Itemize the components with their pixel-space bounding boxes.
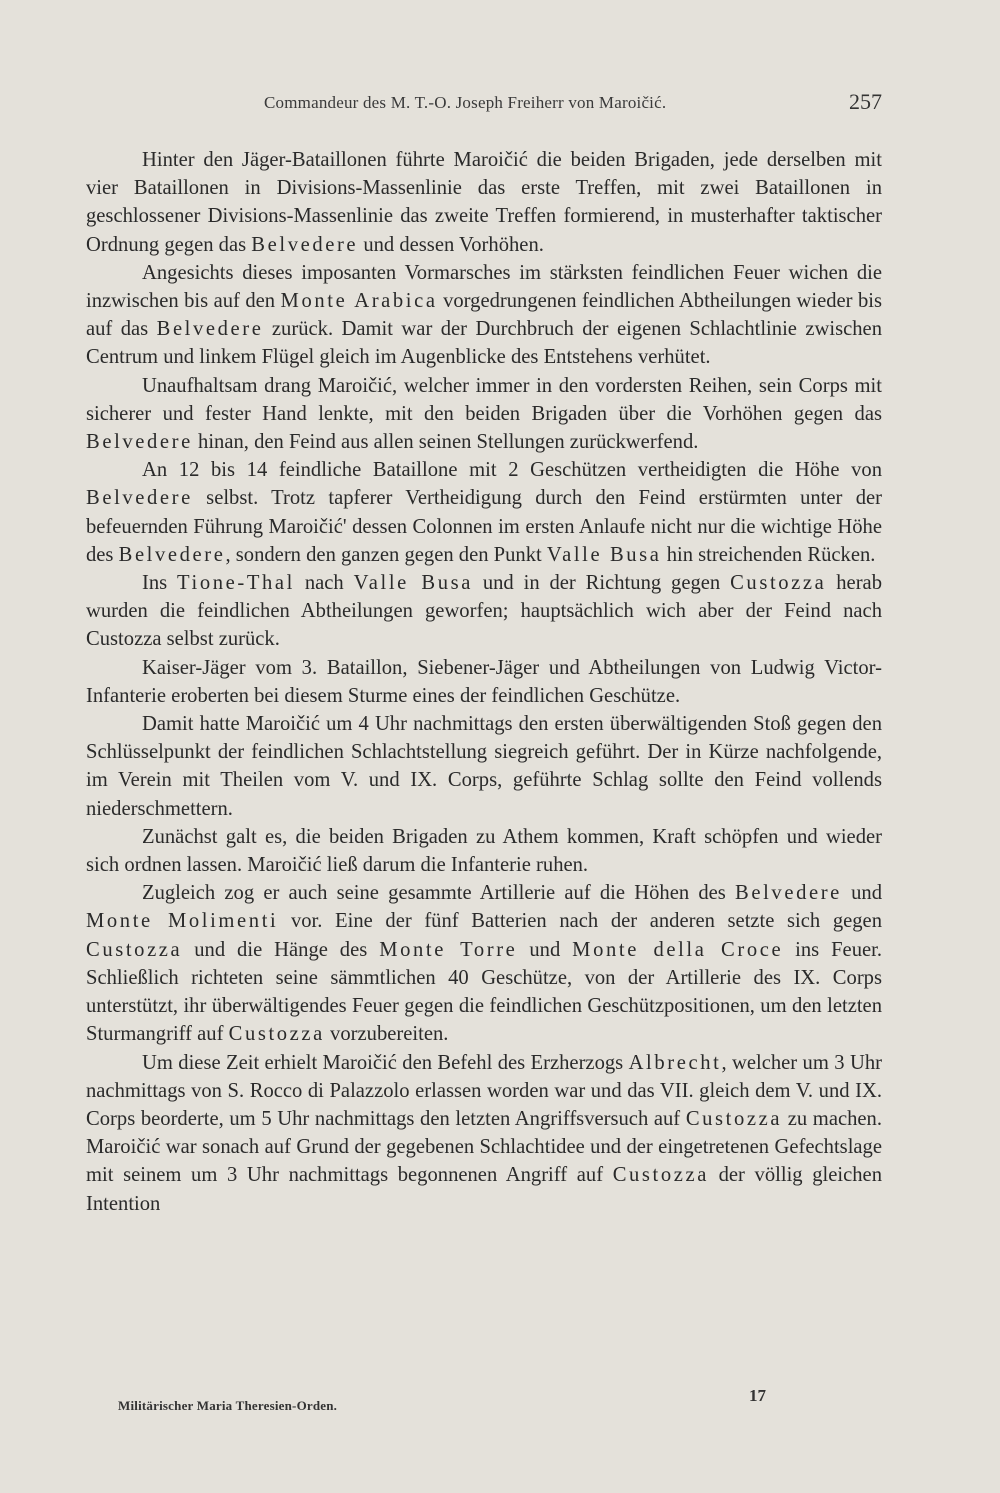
text-run: Ins	[142, 572, 178, 595]
text-run: , welcher um 3 Uhr nachmittags von S. Rocco di Palazzolo erlassen worden war und das VII. gleich dem V. und IX. Corps beorderte, um 5 Uhr nachmittags den letzten Angriffsversuch auf	[86, 1051, 882, 1130]
text-run: hin streichenden Rücken.	[661, 543, 876, 566]
spaced-emphasis: Custozza	[228, 1023, 325, 1046]
spaced-emphasis: Monte Molimenti	[86, 910, 279, 933]
spaced-emphasis: Belvedere	[86, 487, 193, 510]
spaced-emphasis: Belvedere	[735, 882, 842, 905]
text-run: , sondern den ganzen gegen den Punkt	[225, 543, 547, 566]
text-run: zu machen. Maroičić war sonach auf Grund der gegebenen Schlachtidee und der eingetretenen Gefechtslage mit seinem um 3 Uhr nachmittags begonnenen Angriff auf	[86, 1107, 882, 1187]
text-run: herab wurden die feindlichen Abtheilungen geworfen; hauptsächlich wich aber der Feind nach Custozza selbst zurück.	[86, 572, 882, 651]
text-run: Hinter den Jäger-Bataillonen führte Maroičić die beiden Brigaden, jede derselben mit vier Bataillonen in Divisions-Massenlinie das erste Treffen, mit zwei Bataillonen in geschlossener Divisions-Massenlinie das zweite Treffen formierend, in musterhafter taktischer Ordnung gegen das	[86, 149, 882, 256]
spaced-emphasis: Albrecht	[628, 1051, 722, 1074]
spaced-emphasis: Tione-Thal	[177, 572, 295, 595]
text-run: Zunächst galt es, die beiden Brigaden zu Athem kommen, Kraft schöpfen und wieder sich ordnen lassen. Maroičić ließ darum die Infanterie ruhen.	[86, 825, 882, 877]
text-run: vor. Eine der fünf Batterien nach der anderen setzte sich gegen	[278, 910, 882, 933]
paragraph	[86, 456, 882, 569]
text-run: Um diese Zeit erhielt Maroičić den Befehl des Erzherzogs	[142, 1051, 629, 1074]
spaced-emphasis: Custozza	[86, 938, 183, 961]
text-run: und die Hänge des	[182, 938, 380, 961]
footer-note: Militärischer Maria Theresien-Orden.	[118, 1398, 338, 1413]
spaced-emphasis: Custozza	[612, 1164, 709, 1187]
paragraph	[86, 259, 882, 372]
text-run: An 12 bis 14 feindliche Bataillone mit 2 Geschützen vertheidigten die Höhe von	[142, 459, 882, 482]
text-run: und	[841, 882, 883, 905]
running-title: Commandeur des M. T.-O. Joseph Freiherr von Maroičić.	[264, 93, 667, 112]
paragraph	[86, 654, 882, 710]
text-run: Angesichts dieses imposanten Vormarsches im stärksten feindlichen Feuer wichen die inzwischen bis auf den	[86, 261, 882, 313]
text-run: nach	[294, 572, 354, 595]
page-header	[86, 91, 882, 121]
text-run: Damit hatte Maroičić um 4 Uhr nachmittags den ersten überwältigenden Stoß gegen den Schlüsselpunkt der feindlichen Schlachtstellung siegreich geführt. Der in Kürze nachfolgende, im Verein mit Theilen vom V. und IX. Corps, geführte Schlag sollte den Feind vollends niederschmettern.	[86, 713, 882, 820]
paragraph	[86, 1049, 882, 1218]
text-run: Kaiser-Jäger vom 3. Bataillon, Siebener-Jäger und Abtheilungen von Ludwig Victor-Infanterie eroberten bei diesem Sturme eines der feindlichen Geschütze.	[86, 656, 882, 707]
spaced-emphasis: Custozza	[685, 1107, 783, 1130]
paragraph	[86, 569, 882, 654]
text-run: der völlig gleichen Intention	[86, 1164, 882, 1215]
spaced-emphasis: Valle Busa	[546, 543, 662, 566]
text-run: Unaufhaltsam drang Maroičić, welcher immer in den vordersten Reihen, sein Corps mit sicherer und fester Hand lenkte, mit den beiden Brigaden über die Vorhöhen gegen das	[86, 374, 882, 425]
paragraph	[86, 710, 882, 823]
text-run: selbst. Trotz tapferer Vertheidigung durch den Feind erstürmten unter der befeuernden Führung Maroičić' dessen Colonnen im ersten Anlaufe nicht nur die wichtige Höhe des	[86, 487, 882, 566]
paragraph	[86, 823, 882, 879]
text-run: und in der Richtung gegen	[472, 572, 731, 595]
text-run: ins Feuer. Schließlich richteten seine sämmtlichen 40 Geschütze, von der Artillerie des IX. Corps unterstützt, ihr überwältigendes Feuer gegen die feindlichen Geschützpositionen, um den letzten Sturmangriff auf	[86, 938, 882, 1046]
spaced-emphasis: Monte della Croce	[572, 938, 784, 961]
page-number: 257	[849, 89, 882, 114]
spaced-emphasis: Belvedere	[156, 318, 264, 341]
paragraph	[86, 372, 882, 457]
text-run: vorzubereiten.	[324, 1023, 449, 1046]
spaced-emphasis: Monte Arabica	[280, 290, 438, 313]
spaced-emphasis: Valle Busa	[353, 572, 473, 595]
body-text	[86, 146, 882, 1218]
spaced-emphasis: Belvedere	[251, 233, 359, 256]
signature-mark: 17	[749, 1386, 766, 1405]
page-footer	[86, 1382, 882, 1412]
text-run: vorgedrungenen feindlichen Abtheilungen wieder bis auf das	[86, 290, 882, 341]
spaced-emphasis: Monte Torre	[379, 938, 518, 961]
text-run: und	[517, 938, 573, 961]
spaced-emphasis: Belvedere	[118, 543, 226, 566]
spaced-emphasis: Custozza	[730, 572, 827, 595]
paragraph	[86, 146, 882, 259]
text-run: Zugleich zog er auch seine gesammte Artillerie auf die Höhen des	[142, 882, 736, 905]
text-run: zurück. Damit war der Durchbruch der eigenen Schlachtlinie zwischen Centrum und linkem Flügel gleich im Augenblicke des Entstehens verhütet.	[86, 318, 882, 369]
paragraph	[86, 879, 882, 1048]
text-run: und dessen Vorhöhen.	[358, 233, 544, 256]
spaced-emphasis: Belvedere	[86, 431, 193, 454]
text-run: hinan, den Feind aus allen seinen Stellungen zurückwerfend.	[192, 431, 699, 454]
